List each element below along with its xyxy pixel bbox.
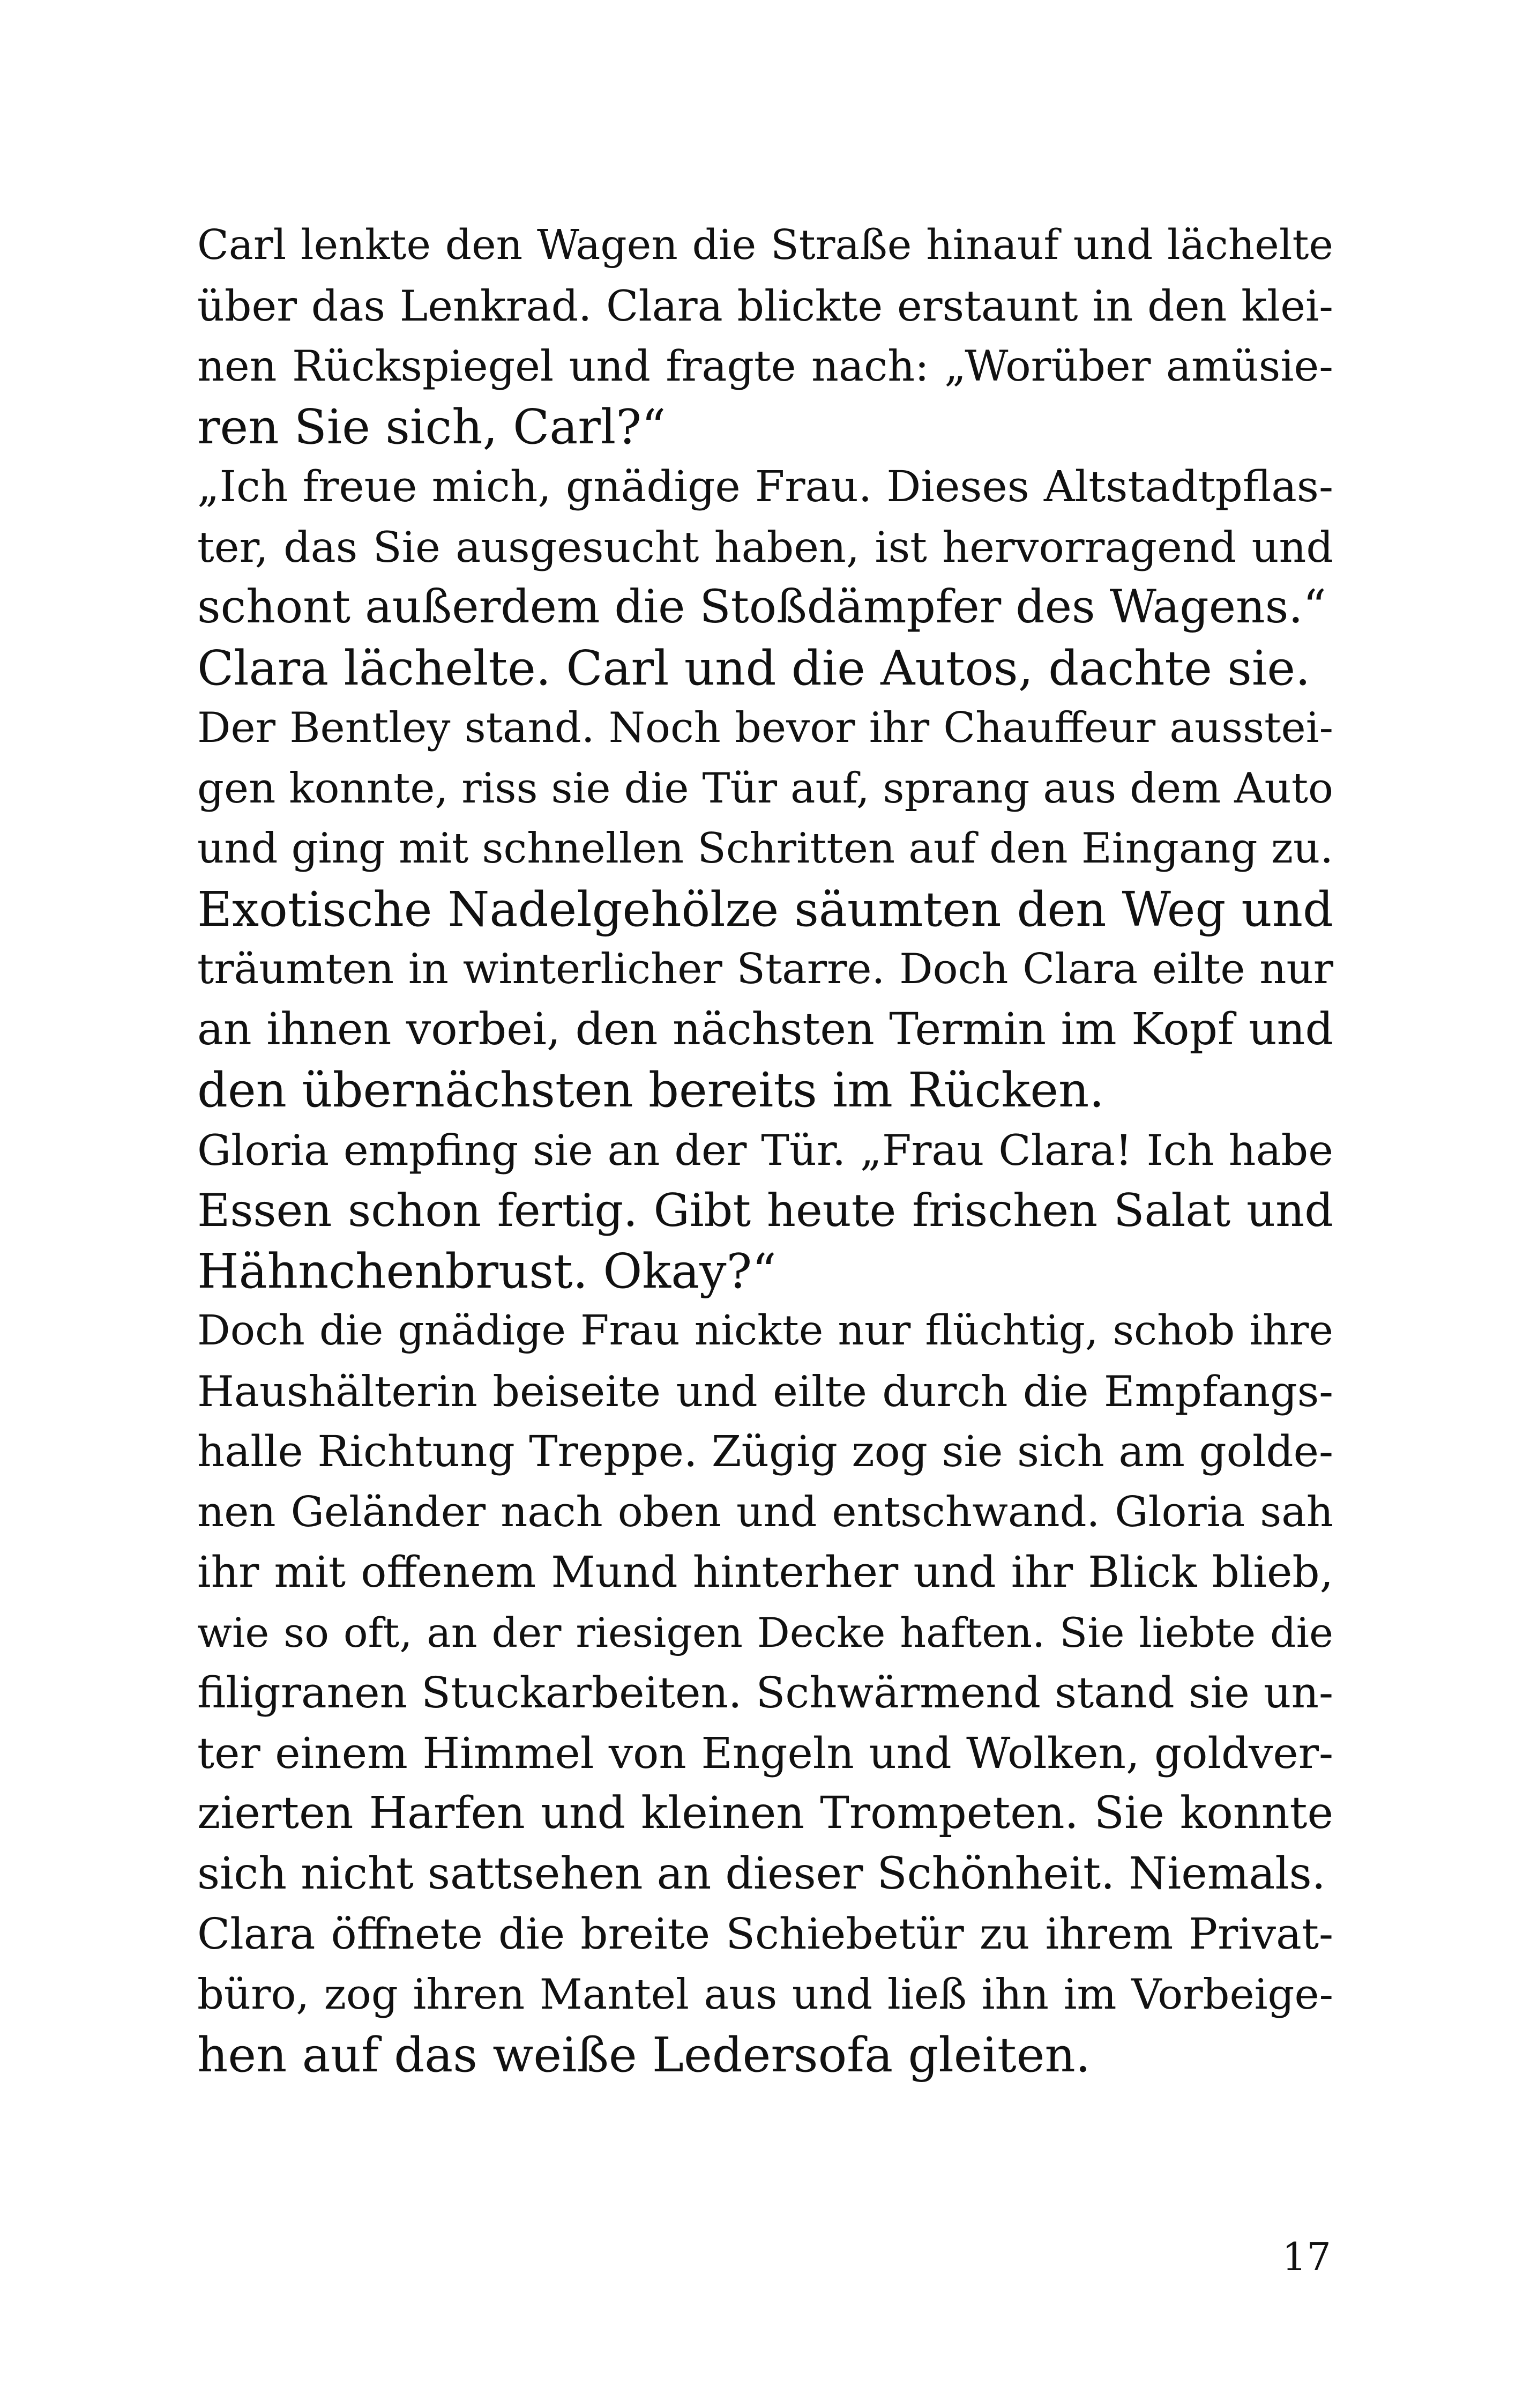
text-line: schont außerdem die Stoßdämpfer des Wagens.“: [197, 581, 1326, 634]
text-line: ren Sie sich, Carl?“: [197, 398, 666, 455]
text-line: zierten Harfen und kleinen Trompeten. Sie konnte: [197, 1788, 1333, 1839]
text-line: träumten in winterlicher Starre. Doch Clara eilte nur: [197, 945, 1333, 993]
text-line: wie so oft, an der riesigen Decke haften. Sie liebte die: [197, 1608, 1333, 1656]
text-line: büro, zog ihren Mantel aus und ließ ihn im Vorbeige-: [197, 1970, 1333, 2019]
text-line: sich nicht sattsehen an dieser Schönheit. Niemals.: [197, 1848, 1326, 1899]
text-line: filigranen Stuckarbeiten. Schwärmend stand sie un-: [197, 1668, 1333, 1718]
page-number: 17: [1282, 2234, 1331, 2279]
text-line: Hähnchenbrust. Okay?“: [197, 1243, 777, 1299]
text-line: über das Lenkrad. Clara blickte erstaunt in den klei-: [197, 281, 1333, 331]
text-line: an ihnen vorbei, den nächsten Termin im Kopf und: [197, 1004, 1333, 1055]
text-line: nen Rückspiegel und fragte nach: „Worüber amüsie-: [197, 341, 1333, 391]
text-line: ter, das Sie ausgesucht haben, ist hervorragend und: [197, 522, 1333, 572]
text-line: nen Geländer nach oben und entschwand. Gloria sah: [197, 1488, 1333, 1536]
body-text: [197, 215, 1333, 2085]
text-line: halle Richtung Treppe. Zügig zog sie sich am golde-: [197, 1426, 1333, 1476]
text-line: Essen schon fertig. Gibt heute frischen Salat und: [197, 1184, 1333, 1237]
text-line: Doch die gnädige Frau nickte nur flüchtig, schob ihre: [197, 1307, 1333, 1355]
text-line: Carl lenkte den Wagen die Straße hinauf und lächelte: [197, 221, 1333, 269]
text-line: Haushälterin beiseite und eilte durch die Empfangs-: [197, 1366, 1333, 1416]
text-line: und ging mit schnellen Schritten auf den Eingang zu.: [197, 824, 1333, 873]
text-line: Der Bentley stand. Noch bevor ihr Chauffeur ausstei-: [197, 704, 1333, 752]
text-line: den übernächsten bereits im Rücken.: [197, 1062, 1104, 1118]
text-line: Clara lächelte. Carl und die Autos, dachte sie.: [197, 640, 1311, 696]
text-line: gen konnte, riss sie die Tür auf, sprang aus dem Auto: [197, 764, 1333, 813]
text-line: Clara öffnete die breite Schiebetür zu ihrem Privat-: [197, 1909, 1333, 1959]
text-line: ihr mit offenem Mund hinterher und ihr Blick blieb,: [197, 1547, 1333, 1597]
text-line: ter einem Himmel von Engeln und Wolken, goldver-: [197, 1728, 1333, 1778]
text-line: „Ich freue mich, gnädige Frau. Dieses Altstadtpflas-: [197, 462, 1333, 511]
text-line: hen auf das weiße Ledersofa gleiten.: [197, 2027, 1091, 2083]
text-line: Gloria empfing sie an der Tür. „Frau Clara! Ich habe: [197, 1125, 1333, 1175]
text-line: Exotische Nadelgehölze säumten den Weg und: [197, 881, 1333, 937]
